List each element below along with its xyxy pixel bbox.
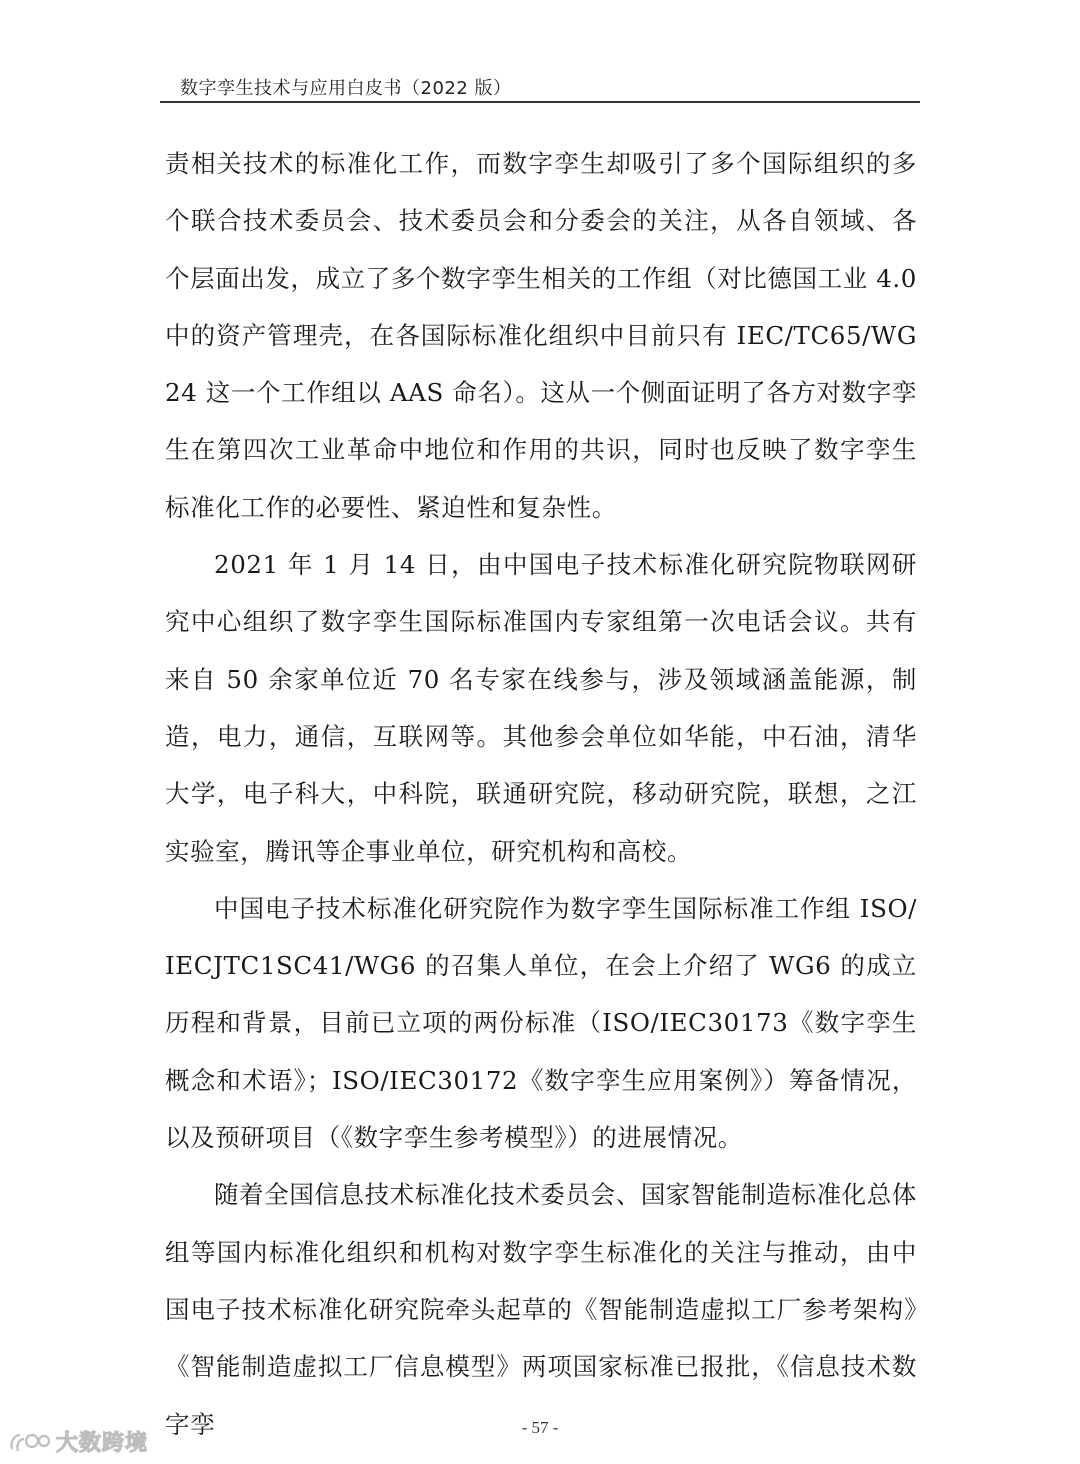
watermark	[8, 1426, 148, 1457]
paragraph-3: 中国电子技术标准化研究院作为数字孪生国际标准工作组 ISO/IECJTC1SC41/WG6 的召集人单位，在会上介绍了 WG6 的成立历程和背景，目前已立项的两份标准（ISO/IEC30173《数字孪生概念和术语》；ISO/IEC30172《数字孪生应用案例》）筹备情况，以及预研项目（《数字孪生参考模型》）的进展情况。	[165, 893, 917, 1153]
watermark-logo-icon	[8, 1429, 52, 1455]
page-header-title: 数字孪生技术与应用白皮书（2022 版）	[180, 78, 512, 99]
paragraph-2: 2021 年 1 月 14 日，由中国电子技术标准化研究院物联网研究中心组织了数字孪生国际标准国内专家组第一次电话会议。共有来自 50 余家单位近 70 名专家在线参与，涉及领域涵盖能源，制造，电力，通信，互联网等。其他参会单位如华能，中石油，清华大学，电子科大，中科院，联通研究院，移动研究院，联想，之江实验室，腾讯等企事业单位，研究机构和高校。	[165, 550, 917, 866]
watermark-text: 大数跨境	[56, 1431, 149, 1456]
paragraph-4: 随着全国信息技术标准化技术委员会、国家智能制造标准化总体组等国内标准化组织和机构对数字孪生标准化的关注与推动，由中国电子技术标准化研究院牵头起草的《智能制造虚拟工厂参考架构》《智能制造虚拟工厂信息模型》两项国家标准已报批，《信息技术数字孪	[165, 1180, 917, 1439]
header-divider	[160, 101, 920, 103]
body-text	[165, 135, 917, 1453]
paragraph-1: 责相关技术的标准化工作，而数字孪生却吸引了多个国际组织的多个联合技术委员会、技术委员会和分委会的关注，从各自领域、各个层面出发，成立了多个数字孪生相关的工作组（对比德国工业 4.0 中的资产管理壳，在各国际标准化组织中目前只有 IEC/TC65/WG24 这一个工作组以 AAS 命名）。这从一个侧面证明了各方对数字孪生在第四次工业革命中地位和作用的共识，同时也反映了数字孪生标准化工作的必要性、紧迫性和复杂性。	[165, 149, 917, 522]
page-number: - 57 -	[521, 1418, 559, 1437]
